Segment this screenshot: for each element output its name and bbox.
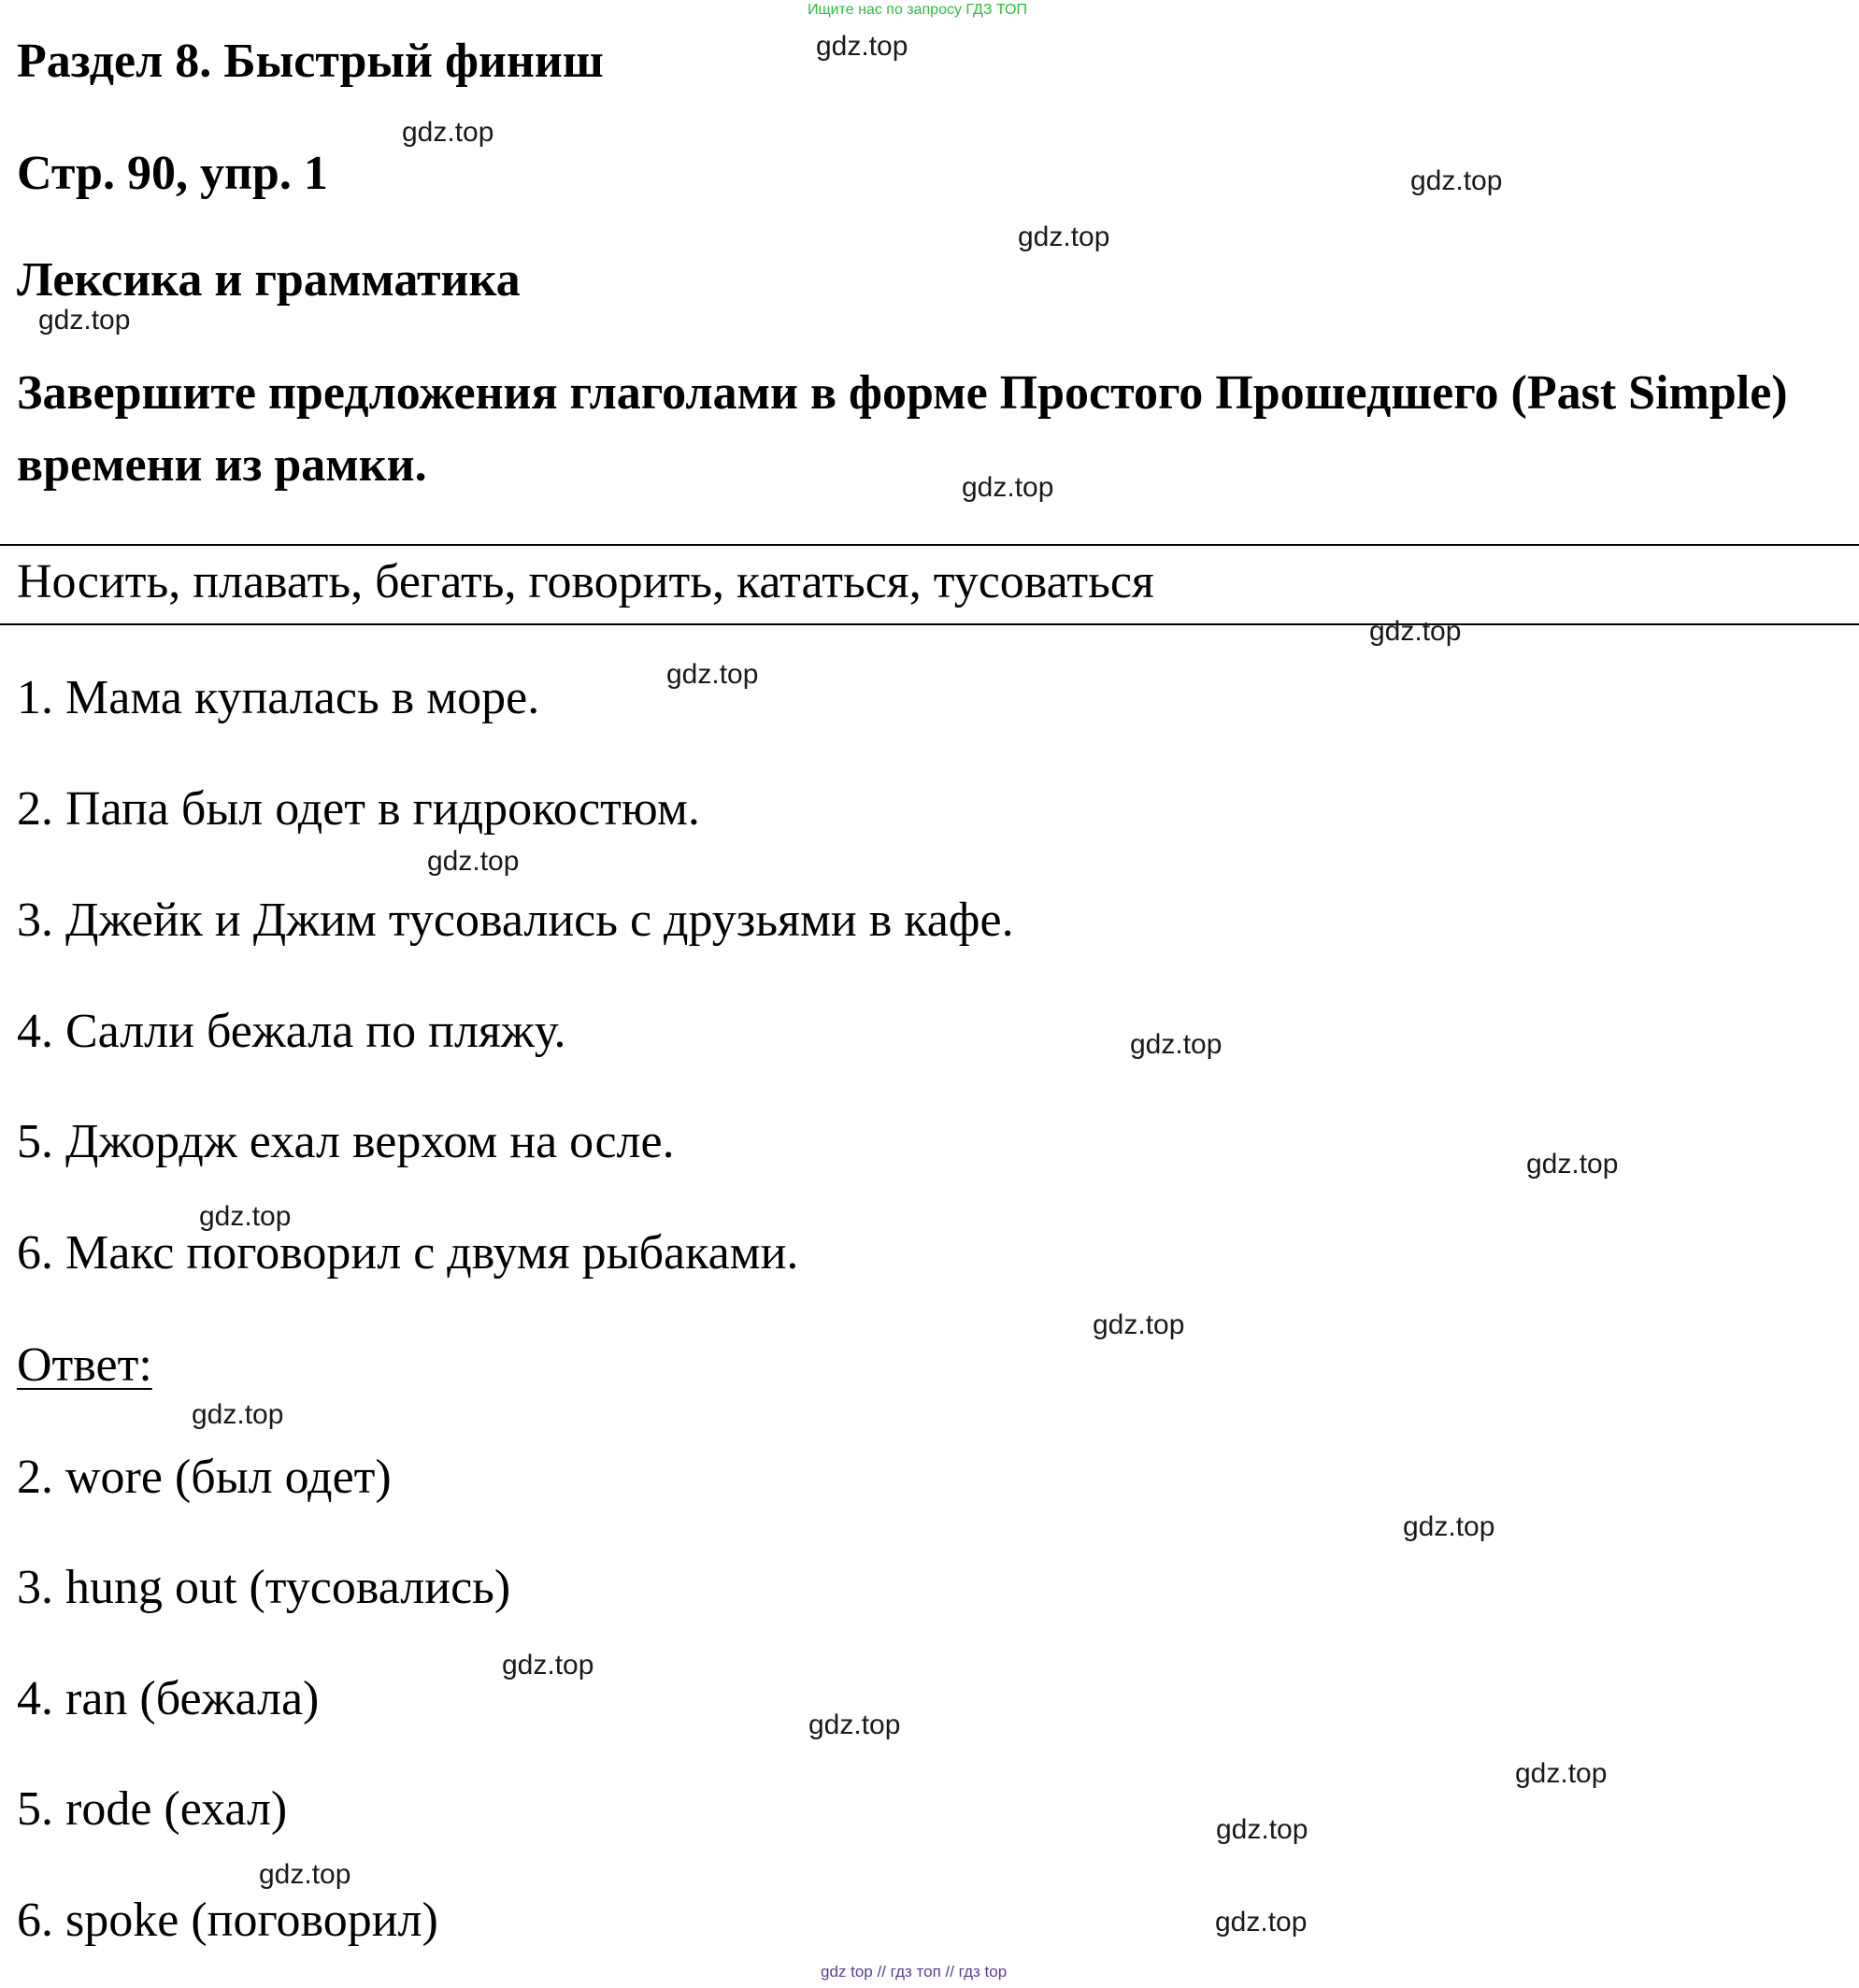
sentence-item: 1. Мама купалась в море.	[17, 671, 540, 724]
answer-item: 6. spoke (поговорил)	[17, 1894, 438, 1947]
sentence-item: 2. Папа был одет в гидрокостюм.	[17, 782, 700, 836]
watermark: gdz.top	[38, 305, 131, 336]
watermark: gdz.top	[1515, 1758, 1608, 1789]
watermark: gdz.top	[192, 1399, 284, 1430]
promo-banner-bottom: gdz top // гдз топ // гдз top	[821, 1963, 1008, 1981]
answer-item: 4. ran (бежала)	[17, 1672, 320, 1725]
section-title: Раздел 8. Быстрый финиш	[17, 35, 604, 88]
watermark: gdz.top	[1410, 165, 1503, 196]
watermark: gdz.top	[666, 659, 759, 690]
watermark: gdz.top	[1403, 1511, 1495, 1542]
page-reference: Стр. 90, упр. 1	[17, 147, 328, 200]
word-box: Носить, плавать, бегать, говорить, кататься, тусоваться	[17, 555, 1154, 608]
answer-item: 5. rode (ехал)	[17, 1782, 288, 1836]
sentence-item: 5. Джордж ехал верхом на осле.	[17, 1115, 675, 1168]
task-instruction: Завершите предложения глаголами в форме Простого Прошедшего (Past Simple) времени из рамки.	[17, 366, 1788, 492]
watermark: gdz.top	[962, 472, 1054, 503]
watermark: gdz.top	[1526, 1149, 1619, 1180]
word-box-top-border	[0, 544, 1859, 546]
answer-item: 2. wore (был одет)	[17, 1451, 392, 1504]
watermark: gdz.top	[502, 1650, 594, 1681]
sentence-item: 4. Салли бежала по пляжу.	[17, 1005, 566, 1058]
watermark: gdz.top	[199, 1201, 292, 1232]
watermark: gdz.top	[1130, 1029, 1223, 1060]
sentence-item: 6. Макс поговорил с двумя рыбаками.	[17, 1226, 799, 1280]
watermark: gdz.top	[1093, 1309, 1185, 1340]
sentence-item: 3. Джейк и Джим тусовались с друзьями в кафе.	[17, 894, 1014, 947]
promo-banner-top: Ищите нас по запросу ГДЗ ТОП	[808, 2, 1027, 18]
watermark: gdz.top	[1215, 1907, 1308, 1938]
watermark: gdz.top	[259, 1859, 351, 1890]
watermark: gdz.top	[402, 117, 494, 148]
watermark: gdz.top	[1018, 222, 1110, 252]
topic-heading: Лексика и грамматика	[17, 253, 521, 307]
watermark: gdz.top	[1216, 1814, 1308, 1845]
answer-item: 3. hung out (тусовались)	[17, 1561, 511, 1614]
watermark: gdz.top	[808, 1709, 901, 1740]
watermark: gdz.top	[427, 846, 520, 877]
answer-label: Ответ:	[17, 1338, 152, 1392]
watermark: gdz.top	[816, 31, 908, 62]
watermark: gdz.top	[1369, 616, 1462, 647]
word-box-bottom-border	[0, 623, 1859, 625]
